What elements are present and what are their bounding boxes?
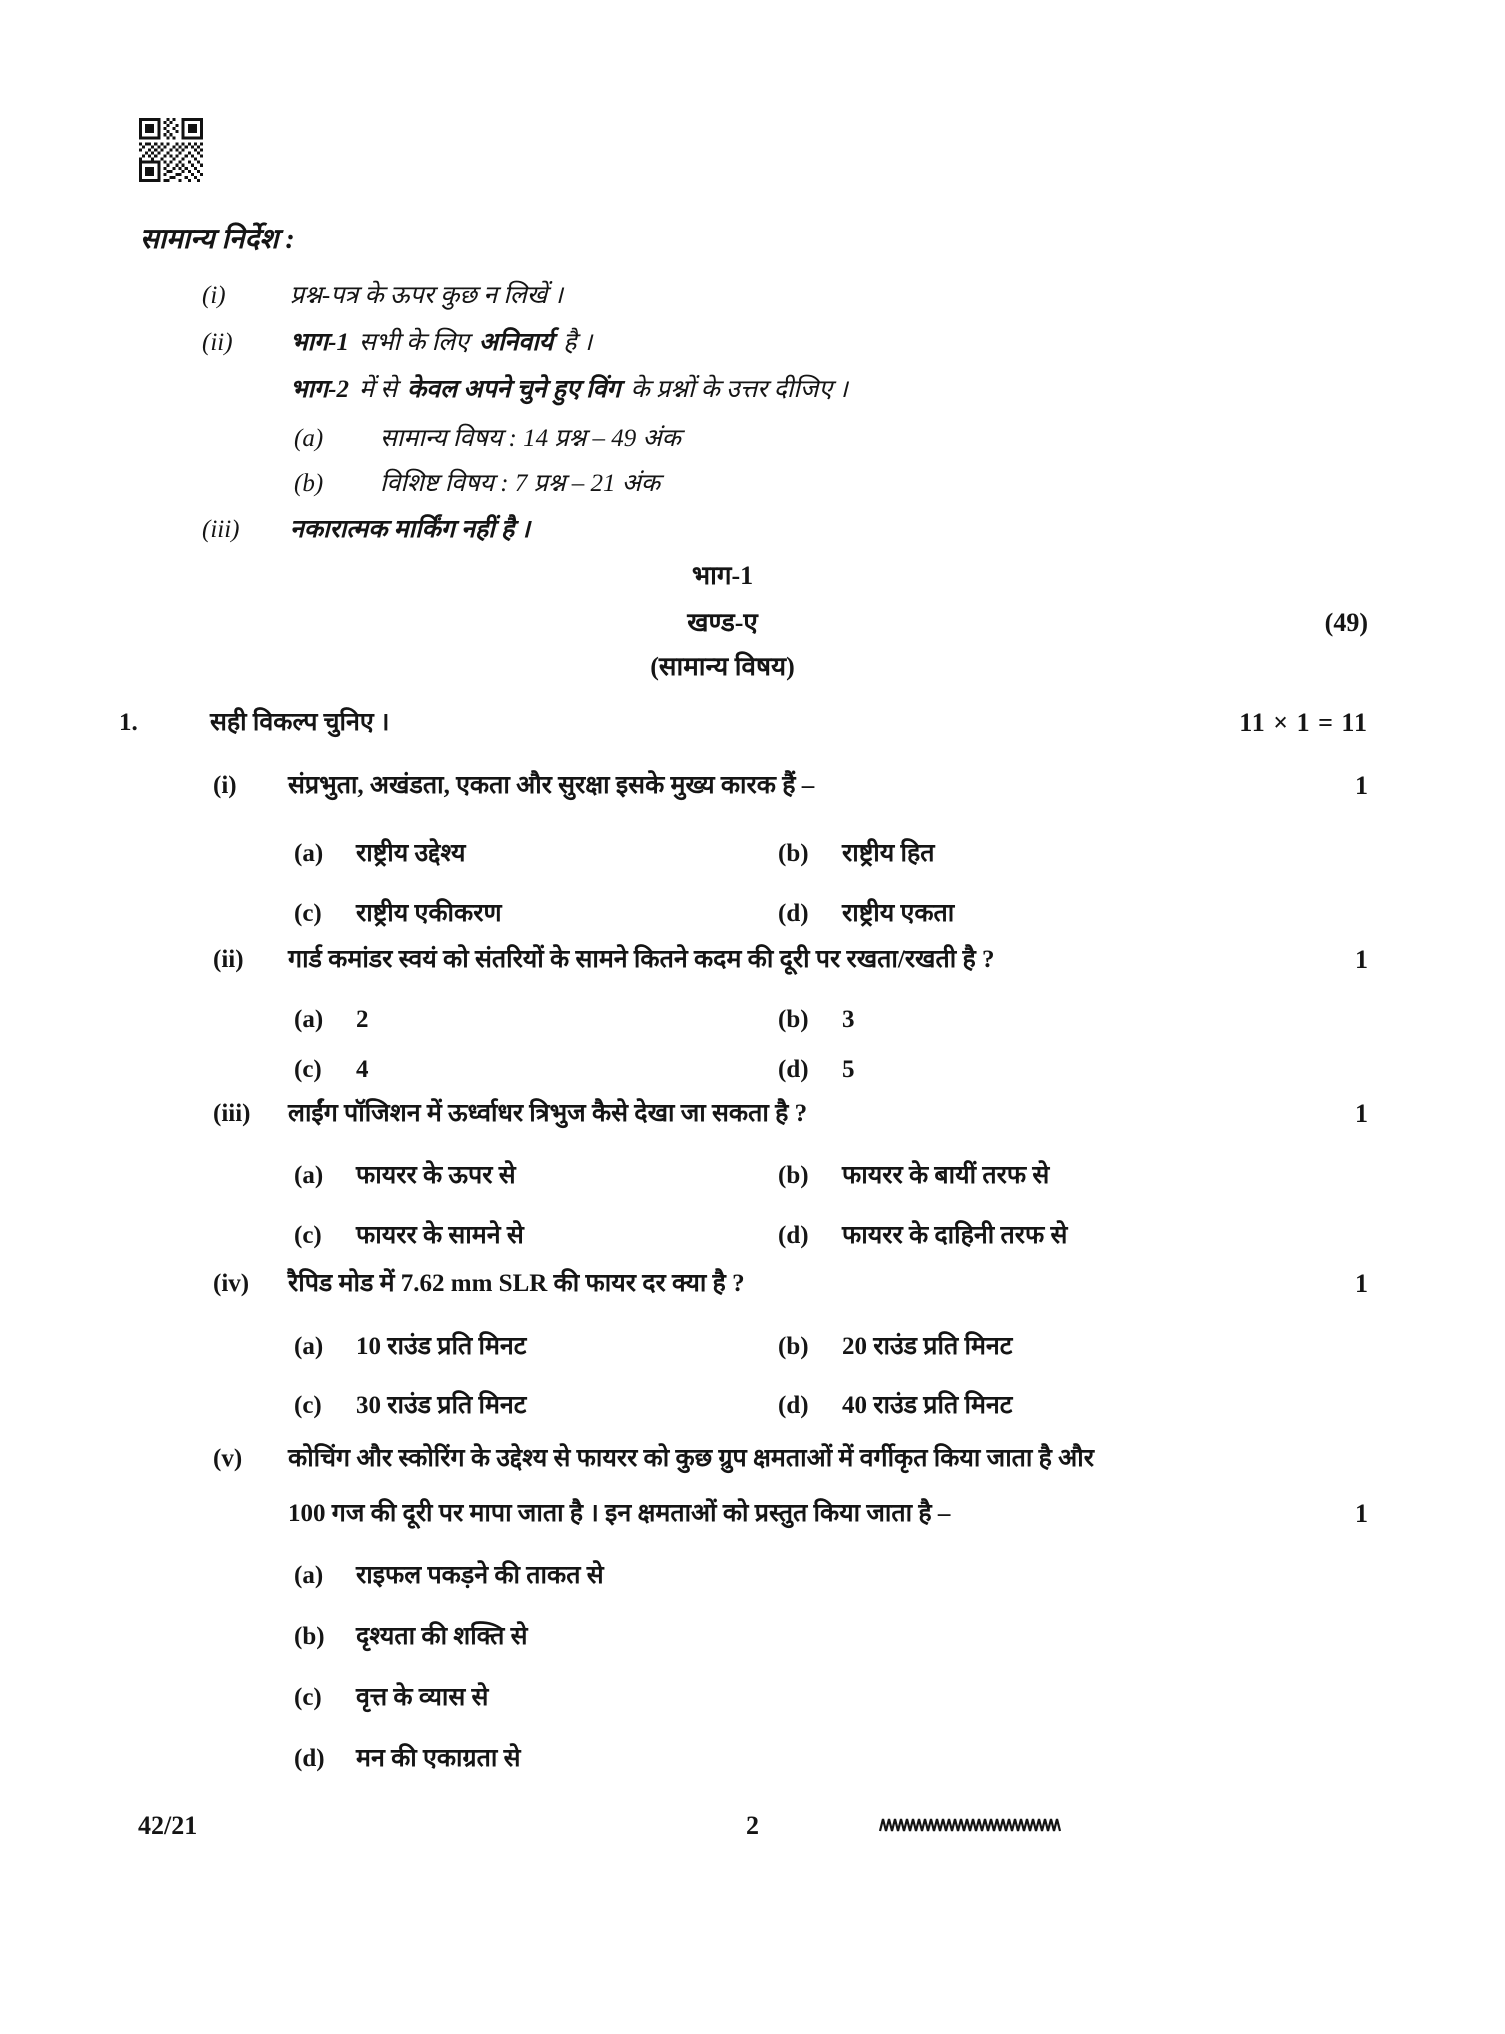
options-row: [0, 1004, 1505, 1044]
option-label: (b): [778, 840, 809, 867]
options-row: [0, 1331, 1505, 1371]
option-text: वृत्त के व्यास से: [356, 1684, 489, 1711]
sub-question-text: लाईंग पॉजिशन में ऊर्ध्वाधर त्रिभुज कैसे देखा जा सकता है ?: [288, 1100, 808, 1127]
option-label: (b): [778, 1162, 809, 1189]
sub-question-i: [0, 770, 1505, 810]
sub-question-text: संप्रभुता, अखंडता, एकता और सुरक्षा इसके मुख्य कारक हैं –: [288, 772, 815, 799]
option-label: (c): [294, 900, 322, 927]
options-row: [0, 1743, 1505, 1783]
option-text: 4: [356, 1056, 369, 1083]
option-text: राष्ट्रीय हित: [842, 840, 935, 867]
options-row: [0, 1160, 1505, 1200]
options-row: [0, 1054, 1505, 1094]
instruction-subitem-a: [0, 423, 1505, 463]
qr-code-graphic: [137, 118, 205, 182]
question-1: [0, 707, 1505, 747]
instruction-text: भाग-1 सभी के लिए अनिवार्य है ।: [290, 329, 593, 356]
mark-value: 1: [1355, 945, 1368, 974]
instruction-sub-label: (a): [294, 425, 324, 452]
option-label: (d): [294, 1745, 325, 1772]
option-label: (c): [294, 1222, 322, 1249]
sub-question-label: (i): [213, 772, 237, 799]
sub-question-text: कोचिंग और स्कोरिंग के उद्देश्य से फायरर को कुछ ग्रुप क्षमताओं में वर्गीकृत किया जाता है और: [288, 1445, 1094, 1472]
option-text: दृश्यता की शक्ति से: [356, 1623, 528, 1650]
option-label: (d): [778, 1056, 809, 1083]
instruction-sub-text: सामान्य विषय : 14 प्रश्न – 49 अंक: [380, 425, 681, 452]
mark-value: 1: [1355, 1099, 1368, 1128]
sub-question-iii: [0, 1098, 1505, 1138]
option-text: राष्ट्रीय एकता: [842, 900, 955, 927]
general-instructions-heading: सामान्य निर्देश :: [140, 224, 295, 255]
option-label: (d): [778, 1222, 809, 1249]
options-row: [0, 838, 1505, 878]
emphasized-text: भाग-2: [290, 376, 349, 403]
option-text: मन की एकाग्रता से: [356, 1745, 521, 1772]
sub-question-label: (v): [213, 1445, 243, 1472]
option-text: फायरर के ऊपर से: [356, 1162, 516, 1189]
instruction-text: भाग-2 में से केवल अपने चुने हुए विंग के प्रश्नों के उत्तर दीजिए ।: [290, 376, 848, 403]
sub-question-text: गार्ड कमांडर स्वयं को संतरियों के सामने कितने कदम की दूरी पर रखता/रखती है ?: [288, 946, 995, 973]
option-text: फायरर के बायीं तरफ से: [842, 1162, 1050, 1189]
option-text: राष्ट्रीय एकीकरण: [356, 900, 502, 927]
qr-code: [137, 118, 205, 182]
option-label: (d): [778, 900, 809, 927]
option-text: फायरर के दाहिनी तरफ से: [842, 1222, 1068, 1249]
sub-question-v-line1: [0, 1443, 1505, 1483]
sub-question-v-line2: [0, 1498, 1505, 1538]
sub-question-iv: [0, 1268, 1505, 1308]
section-marks: (49): [1324, 608, 1368, 637]
instruction-sub-label: (b): [294, 470, 324, 497]
option-text: 3: [842, 1006, 855, 1033]
option-label: (c): [294, 1684, 322, 1711]
emphasized-text: अनिवार्य: [478, 329, 554, 356]
footer-page-number: 2: [746, 1811, 759, 1840]
option-label: (c): [294, 1392, 322, 1419]
instruction-text: नकारात्मक मार्किंग नहीं है ।: [290, 516, 530, 543]
question-number: 1.: [119, 709, 138, 736]
options-row: [0, 1560, 1505, 1600]
option-label: (c): [294, 1056, 322, 1083]
instruction-text: प्रश्न-पत्र के ऊपर कुछ न लिखें ।: [290, 282, 563, 309]
sub-question-text: रैपिड मोड में 7.62 mm SLR की फायर दर क्या है ?: [288, 1270, 745, 1297]
marks-formula: 11 × 1 = 11: [1239, 708, 1368, 737]
section-heading: खण्ड-ए: [687, 608, 758, 637]
mark-value: 1: [1355, 1269, 1368, 1298]
options-row: [0, 1390, 1505, 1430]
sub-question-label: (iii): [213, 1100, 251, 1127]
option-text: 40 राउंड प्रति मिनट: [842, 1392, 1013, 1419]
instruction-label: (iii): [202, 516, 240, 543]
instruction-label: (ii): [202, 329, 233, 356]
instruction-item-iii: [0, 514, 1505, 554]
mark-value: 1: [1355, 1499, 1368, 1528]
instruction-item-ii-line1: [0, 327, 1505, 367]
sub-question-label: (iv): [213, 1270, 250, 1297]
sub-question-label: (ii): [213, 946, 244, 973]
options-row: [0, 1682, 1505, 1722]
options-row: [0, 1621, 1505, 1661]
option-text: 2: [356, 1006, 369, 1033]
option-text: राष्ट्रीय उद्देश्य: [356, 840, 466, 867]
sub-question-ii: [0, 944, 1505, 984]
option-label: (b): [778, 1006, 809, 1033]
option-text: 20 राउंड प्रति मिनट: [842, 1333, 1013, 1360]
options-row: [0, 1220, 1505, 1260]
option-label: (a): [294, 840, 324, 867]
option-label: (d): [778, 1392, 809, 1419]
emphasized-text: केवल अपने चुने हुए विंग: [407, 376, 621, 403]
option-label: (b): [778, 1333, 809, 1360]
options-row: [0, 898, 1505, 938]
question-text: सही विकल्प चुनिए ।: [210, 709, 390, 736]
squiggle-line: [878, 1812, 1220, 1838]
stream-heading: (सामान्य विषय): [650, 652, 795, 681]
option-text: राइफल पकड़ने की ताकत से: [356, 1562, 604, 1589]
option-label: (a): [294, 1162, 324, 1189]
instruction-label: (i): [202, 282, 226, 309]
option-label: (a): [294, 1006, 324, 1033]
option-label: (a): [294, 1333, 324, 1360]
option-label: (b): [294, 1623, 325, 1650]
part-heading: भाग-1: [691, 561, 754, 590]
instruction-item-i: [0, 280, 1505, 320]
mark-value: 1: [1355, 771, 1368, 800]
emphasized-text: भाग-1: [290, 329, 349, 356]
footer-paper-code: 42/21: [138, 1811, 198, 1840]
option-label: (a): [294, 1562, 324, 1589]
option-text: फायरर के सामने से: [356, 1222, 524, 1249]
instruction-sub-text: विशिष्ट विषय : 7 प्रश्न – 21 अंक: [380, 470, 661, 497]
instruction-subitem-b: [0, 468, 1505, 508]
instruction-item-ii-line2: [0, 374, 1505, 414]
sub-question-text: 100 गज की दूरी पर मापा जाता है । इन क्षमताओं को प्रस्तुत किया जाता है –: [288, 1500, 951, 1527]
option-text: 30 राउंड प्रति मिनट: [356, 1392, 527, 1419]
option-text: 10 राउंड प्रति मिनट: [356, 1333, 527, 1360]
option-text: 5: [842, 1056, 855, 1083]
